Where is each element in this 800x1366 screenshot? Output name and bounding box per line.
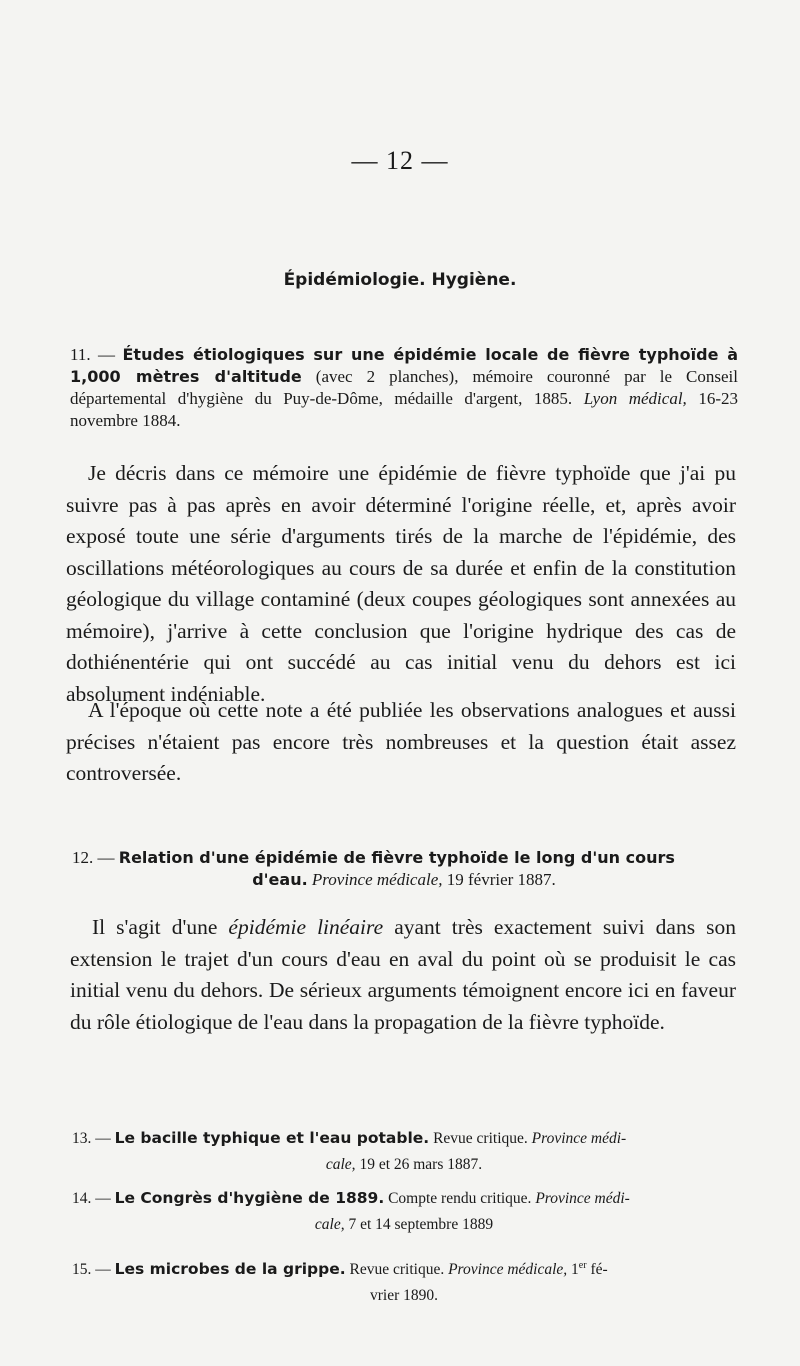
emphasis: épidémie linéaire [228,915,384,939]
entry-date-cont: vrier 1890. [369,1287,438,1305]
entry-journal: Province médicale, [448,1261,568,1279]
entry-title: Études étiologiques sur une épidémie locale de fièvre typhoïde à 1,000 mètres d'altitude [70,345,739,386]
section-heading: Épidémiologie. Hygiène. [283,270,517,290]
entry-date-month: fé- [590,1261,608,1279]
entry-title: Relation d'une épidémie de fièvre typhoïde le long d'un cours [118,848,675,867]
entry-11-paragraph-2: A l'époque où cette note a été publiée les observations analogues et aussi précises n'étaient pas encore très nombreuses et la question était assez controversée. [66,698,736,785]
bibliography-entry-14 [72,1185,736,1238]
text-span: ayant très exactement suivi dans son extension le trajet d'un cours d'eau en aval du point où se produisit le cas initial venu du dehors. De sérieux arguments témoignent encore ici en faveur du rôle étiologique de l'eau dans la propagation de la fièvre typhoïde. [70,915,737,1034]
entry-date-sup: er [578,1260,587,1271]
entry-description: Revue critique. [433,1130,528,1147]
entry-number: 12. — [72,848,115,867]
entry-date: 7 et 14 septembre 1889 [348,1216,494,1233]
entry-number: 15. — [72,1261,111,1279]
entry-11-paragraph-1: Je décris dans ce mémoire une épidémie de fièvre typhoïde que j'ai pu suivre pas à pas après en avoir déterminé l'origine réelle, et, après avoir exposé toute une série d'arguments tirés de la marche de l'épidémie, des oscillations météorologiques au cours de sa durée et enfin de la constitution géologique du village contaminé (deux coupes géologiques sont annexées au mémoire), j'arrive à cette conclusion que l'origine hydrique des cas de dothiénentérie qui ont succédé au cas initial venu du dehors est ici absolument indéniable. [66,461,736,706]
entry-journal: Province médicale, [311,870,443,889]
entry-journal: Province médi- [531,1130,627,1147]
entry-journal: Lyon médical, [583,389,687,408]
entry-journal-cont: cale, [325,1156,356,1173]
entry-description: Compte rendu critique. [388,1190,532,1207]
entry-title-cont: d'eau. [252,870,308,889]
bibliography-entry-11 [70,344,738,432]
entry-title: Le Congrès d'hygiène de 1889. [114,1189,385,1207]
entry-date: 19 février 1887. [446,870,556,889]
bibliography-entry-15 [72,1253,736,1309]
entry-number: 13. — [72,1130,111,1147]
entry-number: 14. — [72,1190,111,1207]
entry-date: 19 et 26 mars 1887. [359,1156,483,1173]
entry-journal: Province médi- [535,1190,630,1207]
entry-date-day: 1 [571,1261,579,1279]
entry-number: 11. — [70,345,116,364]
entry-title: Les microbes de la grippe. [114,1260,346,1279]
page-number: — 12 — [351,146,449,175]
entry-journal-cont: cale, [314,1216,345,1233]
bibliography-entry-13 [72,1125,736,1178]
entry-date: 16-23 novembre 1884. [70,389,739,430]
text-span: Il s'agit d'une [92,915,218,939]
entry-12-paragraph [70,912,736,1038]
entry-description: (avec 2 planches), mémoire couronné par le Conseil départemental d'hygiène du Puy-de-Dôme, médaille d'argent, 1885. [70,367,739,408]
entry-title: Le bacille typhique et l'eau potable. [114,1129,430,1147]
bibliography-entry-12 [72,847,736,891]
entry-description: Revue critique. [349,1261,445,1279]
